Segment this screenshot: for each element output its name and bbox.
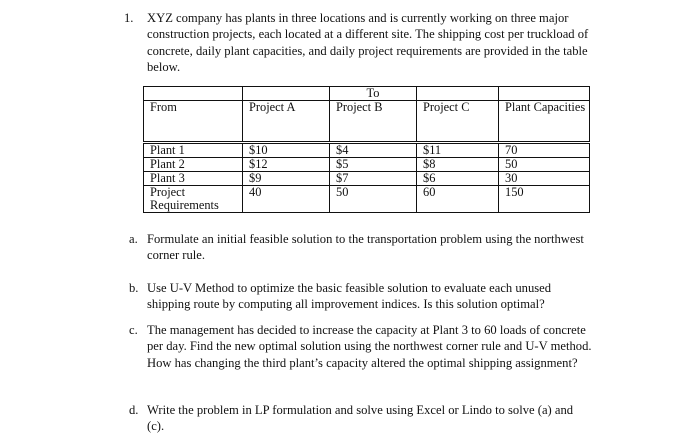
part-c-letter: c.: [129, 323, 138, 337]
cost-table: [143, 86, 590, 213]
part-a-letter: a.: [129, 232, 138, 246]
capacity-cell: 70: [499, 143, 590, 158]
table-blank-cell: [243, 87, 330, 101]
part-b-letter: b.: [129, 281, 139, 295]
table-row: [144, 172, 590, 186]
cost-cell: $11: [417, 143, 499, 158]
table-blank-cell: [144, 87, 243, 101]
table-to-row: [144, 87, 590, 101]
question-number: 1.: [124, 11, 134, 25]
cost-cell: $10: [243, 143, 330, 158]
part-b-text: Use U-V Method to optimize the basic feasible solution to evaluate each unused shipping route by computing all improvement indices. Is this solution optimal?: [147, 281, 552, 312]
table-blank-cell: [417, 87, 499, 101]
row-label: Project Requirements: [144, 186, 243, 213]
part-a-text: Formulate an initial feasible solution to the transportation problem using the northwest corner rule.: [147, 232, 584, 263]
row-label: Plant 2: [144, 158, 243, 172]
header-project-b: Project B: [330, 101, 417, 143]
cost-cell: $8: [417, 158, 499, 172]
requirement-cell: 50: [330, 186, 417, 213]
cost-cell: $6: [417, 172, 499, 186]
row-label: Plant 1: [144, 143, 243, 158]
part-c-text: The management has decided to increase the capacity at Plant 3 to 60 loads of concrete per day. Find the new optimal solution using the northwest corner rule and U-V method. How has changing the third plant’s capacity altered the optimal shipping assignment?: [147, 323, 592, 370]
table-row: [144, 186, 590, 213]
header-plant-capacities: Plant Capacities: [499, 101, 590, 143]
cost-cell: $9: [243, 172, 330, 186]
table-row: [144, 143, 590, 158]
total-cell: 150: [499, 186, 590, 213]
requirement-cell: 60: [417, 186, 499, 213]
cost-cell: $4: [330, 143, 417, 158]
capacity-cell: 50: [499, 158, 590, 172]
capacity-cell: 30: [499, 172, 590, 186]
header-project-a: Project A: [243, 101, 330, 143]
table-header-row: [144, 101, 590, 143]
row-label: Plant 3: [144, 172, 243, 186]
cost-cell: $7: [330, 172, 417, 186]
header-from: From: [144, 101, 243, 143]
table-blank-cell: [499, 87, 590, 101]
part-d-letter: d.: [129, 403, 139, 417]
table-row: [144, 158, 590, 172]
requirement-cell: 40: [243, 186, 330, 213]
to-label: To: [330, 87, 417, 101]
header-project-c: Project C: [417, 101, 499, 143]
cost-cell: $5: [330, 158, 417, 172]
cost-cell: $12: [243, 158, 330, 172]
question-text: XYZ company has plants in three locations and is currently working on three major construction projects, each located at a different site. The shipping cost per truckload of concrete, daily plant capacities, and daily project requirements are provided in the table below.: [147, 11, 589, 75]
part-d-text: Write the problem in LP formulation and solve using Excel or Lindo to solve (a) and (c).: [147, 403, 574, 434]
